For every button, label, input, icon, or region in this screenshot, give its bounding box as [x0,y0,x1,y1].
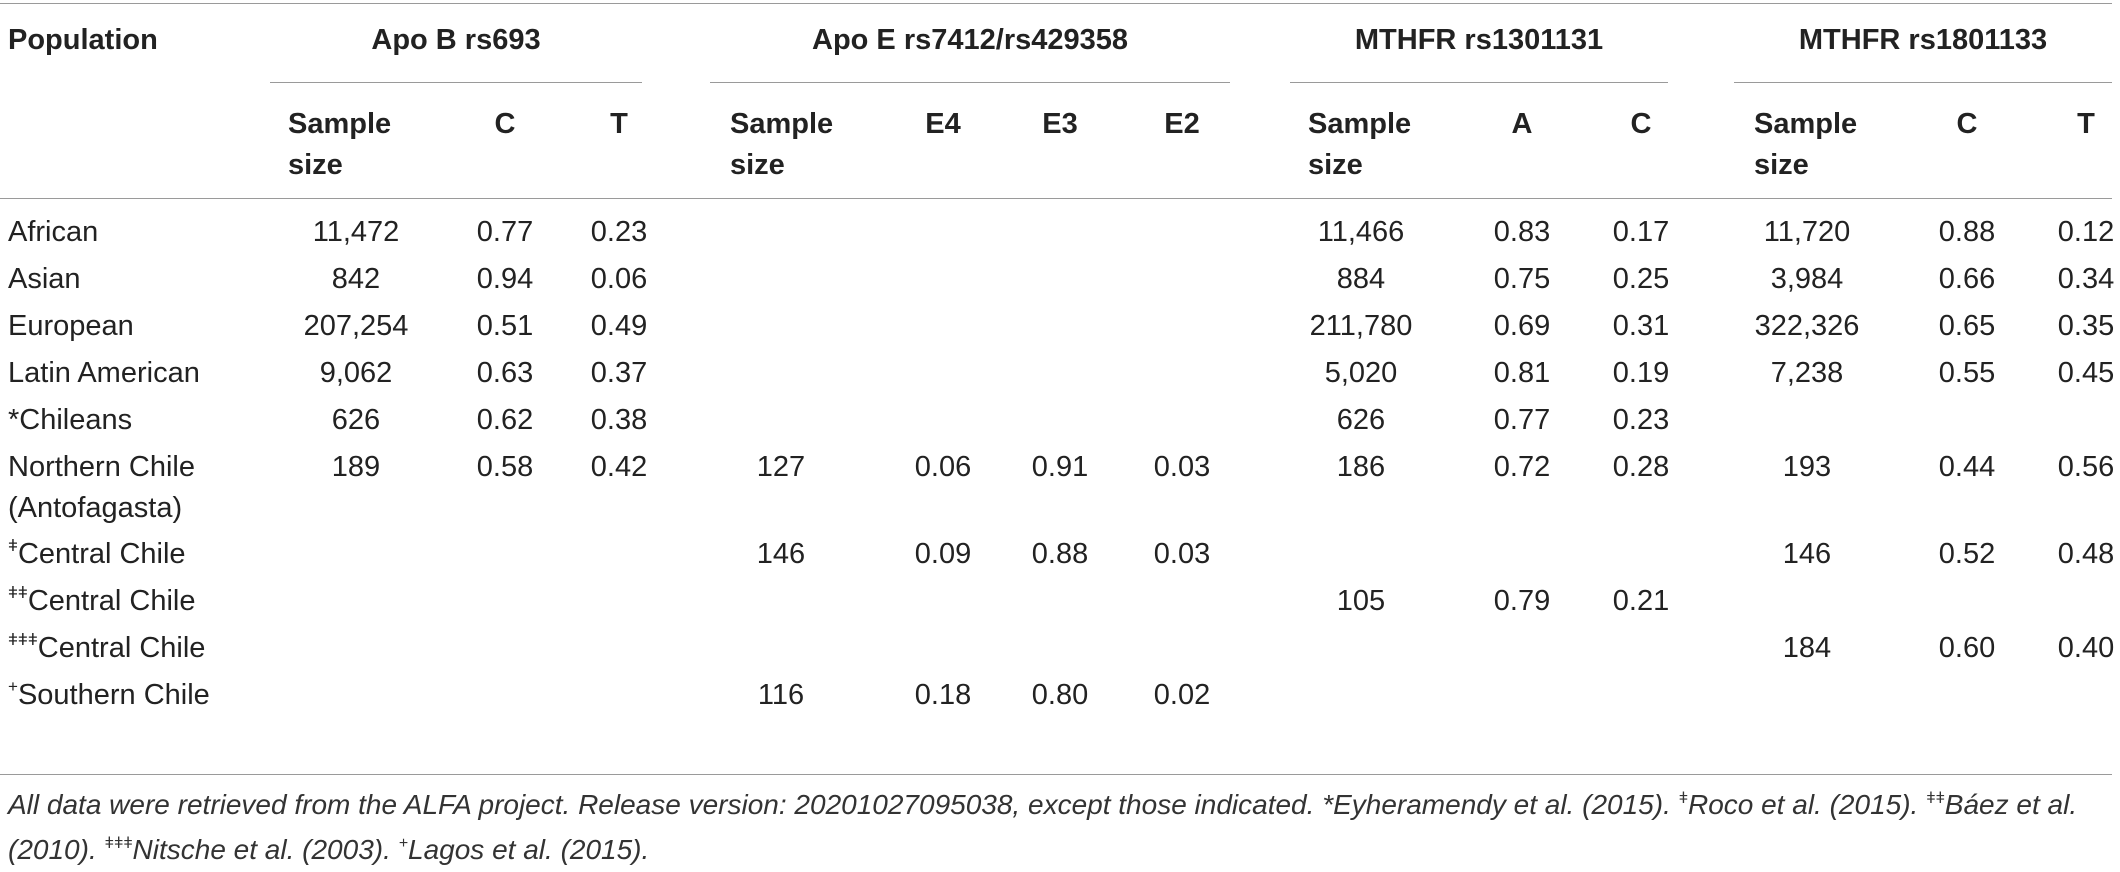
apob-cell: 0.37 [590,357,648,389]
footnote-marker-3: ǂǂ [1926,790,1945,807]
apob-cell: 189 [331,451,381,483]
apob-cell: 9,062 [319,357,393,389]
mthfr1-cell: 5,020 [1324,357,1398,389]
mthfr1-cell: 0.19 [1612,357,1670,389]
apob-group-rule [270,82,642,83]
apoe-e2-header: E2 [1164,108,1200,140]
apoe-cell: 0.03 [1153,538,1211,570]
apob-cell: 207,254 [303,310,409,342]
apoe-cell: 0.88 [1031,538,1089,570]
apoe-cell: 127 [756,451,806,483]
apob-cell: 0.63 [476,357,534,389]
mthfr2-cell: 0.44 [1938,451,1996,483]
mthfr1-cell: 0.25 [1612,263,1670,295]
apob-cell: 0.62 [476,404,534,436]
mthfr1-cell: 884 [1336,263,1386,295]
footnote-citation-5: Lagos et al. (2015) [408,834,642,865]
population-name: Asian [8,263,81,295]
mthfr1-cell: 0.77 [1493,404,1551,436]
apob-cell: 842 [331,263,381,295]
mthfr1-cell: 0.23 [1612,404,1670,436]
apob-sample-size-header: Sample size [288,108,392,181]
mthfr2-cell: 0.40 [2057,632,2115,664]
footnote-marker-4: ǂǂǂ [104,835,133,852]
mthfr2-sample-size-header: Sample size [1754,108,1858,181]
mthfr2-cell: 0.56 [2057,451,2115,483]
mthfr2-cell: 0.35 [2057,310,2115,342]
apob-c-header: C [494,108,516,140]
apob-cell: 626 [331,404,381,436]
mthfr1-group-rule [1290,82,1668,83]
mthfr1-cell: 0.17 [1612,216,1670,248]
mthfr2-cell: 322,326 [1754,310,1860,342]
footnote-citation-2: Roco et al. (2015) [1687,789,1911,820]
mthfr2-cell: 0.55 [1938,357,1996,389]
population-marker: + [8,677,18,696]
apoe-group-header: Apo E rs7412/rs429358 [812,24,1128,56]
apob-cell: 0.23 [590,216,648,248]
apob-cell: 0.38 [590,404,648,436]
population-cell [8,534,238,575]
population-cell [8,628,238,669]
mthfr1-c-header: C [1630,108,1652,140]
mthfr1-cell: 0.72 [1493,451,1551,483]
footnote-text: All data were retrieved from the ALFA project. Release version: 20201027095038, except those indicated. [8,789,1323,820]
apoe-e3-header: E3 [1042,108,1078,140]
population-cell [8,447,238,529]
mthfr2-cell: 7,238 [1770,357,1844,389]
apoe-cell: 146 [756,538,806,570]
apob-cell: 0.77 [476,216,534,248]
mthfr2-cell: 11,720 [1763,216,1851,248]
apoe-cell: 0.03 [1153,451,1211,483]
population-cell [8,212,238,253]
mthfr2-cell: 146 [1782,538,1832,570]
table-footnote: All data were retrieved from the ALFA project. Release version: 20201027095038, except those indicated. *Eyheramendy et al. (2015). $^ǂ$Roco et al. (2015). $^{ǂǂ}$Báez et al. (2010). $^{ǂǂǂ}$Nitsche et al. (2003). +Lagos et al. (2015). [8,789,2078,865]
population-marker: * [8,404,20,436]
footnote-marker-2: ǂ [1678,790,1688,807]
population-name: European [8,310,134,342]
apoe-cell: 0.06 [914,451,972,483]
mthfr2-cell: 0.34 [2057,263,2115,295]
population-name: Central Chile [17,538,186,570]
population-marker: ǂǂ [8,583,28,602]
mthfr2-cell: 3,984 [1770,263,1844,295]
apoe-group-rule [710,82,1230,83]
apob-cell: 0.49 [590,310,648,342]
mthfr1-cell: 0.81 [1493,357,1551,389]
footnote-citation-3: Báez et al. (2010) [8,789,2078,865]
footnote-citation-4: Nitsche et al. (2003) [132,834,384,865]
apob-cell: 0.06 [590,263,648,295]
mthfr2-t-header: T [2077,108,2095,140]
population-cell [8,400,238,441]
population-cell [8,675,238,716]
mthfr2-c-header: C [1956,108,1978,140]
mthfr1-group-header: MTHFR rs1301131 [1354,24,1604,56]
apoe-cell: 0.18 [914,679,972,711]
footnote-marker-5: + [398,835,409,852]
table-bottom-rule [0,774,2112,775]
apoe-e4-header: E4 [925,108,961,140]
mthfr2-cell: 193 [1782,451,1832,483]
mthfr2-cell: 0.12 [2057,216,2115,248]
apob-t-header: T [610,108,628,140]
population-cell [8,581,238,622]
mthfr1-cell: 211,780 [1309,310,1413,342]
population-cell [8,306,238,347]
mthfr1-cell: 105 [1336,585,1386,617]
header-bottom-rule [0,198,2112,199]
population-cell [8,353,238,394]
population-name: Southern Chile [17,679,210,711]
population-name: Northern Chile (Antofagasta) [8,451,195,524]
mthfr2-cell: 0.65 [1938,310,1996,342]
apob-group-header: Apo B rs693 [371,24,541,56]
mthfr1-cell: 626 [1336,404,1386,436]
footnote-marker-1: * [1322,789,1334,820]
apob-cell: 0.58 [476,451,534,483]
population-name: African [8,216,99,248]
population-name: Latin American [8,357,200,389]
population-marker: ǂǂǂ [8,630,38,649]
mthfr1-cell: 0.83 [1493,216,1551,248]
mthfr1-cell: 0.75 [1493,263,1551,295]
mthfr1-cell: 186 [1336,451,1386,483]
mthfr1-cell: 0.69 [1493,310,1551,342]
mthfr1-cell: 0.31 [1612,310,1670,342]
table-top-rule [0,3,2112,4]
apob-cell: 0.94 [476,263,534,295]
mthfr1-sample-size-header: Sample size [1308,108,1412,181]
footnote-citation-1: Eyheramendy et al. (2015) [1333,789,1664,820]
mthfr1-cell: 0.28 [1612,451,1670,483]
mthfr1-cell: 11,466 [1317,216,1405,248]
apoe-sample-size-header: Sample size [730,108,834,181]
mthfr2-cell: 0.60 [1938,632,1996,664]
mthfr2-cell: 0.45 [2057,357,2115,389]
population-name: Central Chile [27,585,196,617]
population-name: Chileans [19,404,133,436]
apoe-cell: 0.80 [1031,679,1089,711]
population-marker: ǂ [8,536,18,555]
mthfr2-cell: 0.52 [1938,538,1996,570]
apob-cell: 0.51 [476,310,534,342]
apoe-cell: 116 [757,679,805,711]
mthfr2-cell: 184 [1782,632,1832,664]
mthfr1-cell: 0.21 [1612,585,1670,617]
mthfr2-group-rule [1734,82,2112,83]
apoe-cell: 0.09 [914,538,972,570]
mthfr1-a-header: A [1511,108,1533,140]
mthfr2-cell: 0.48 [2057,538,2115,570]
apob-cell: 0.42 [590,451,648,483]
mthfr2-cell: 0.88 [1938,216,1996,248]
apoe-cell: 0.91 [1031,451,1089,483]
mthfr1-cell: 0.79 [1493,585,1551,617]
population-cell [8,259,238,300]
apoe-cell: 0.02 [1153,679,1211,711]
apob-cell: 11,472 [312,216,400,248]
mthfr2-cell: 0.66 [1938,263,1996,295]
population-name: Central Chile [37,632,206,664]
mthfr2-group-header: MTHFR rs1801133 [1798,24,2048,56]
population-header: Population [8,24,158,56]
